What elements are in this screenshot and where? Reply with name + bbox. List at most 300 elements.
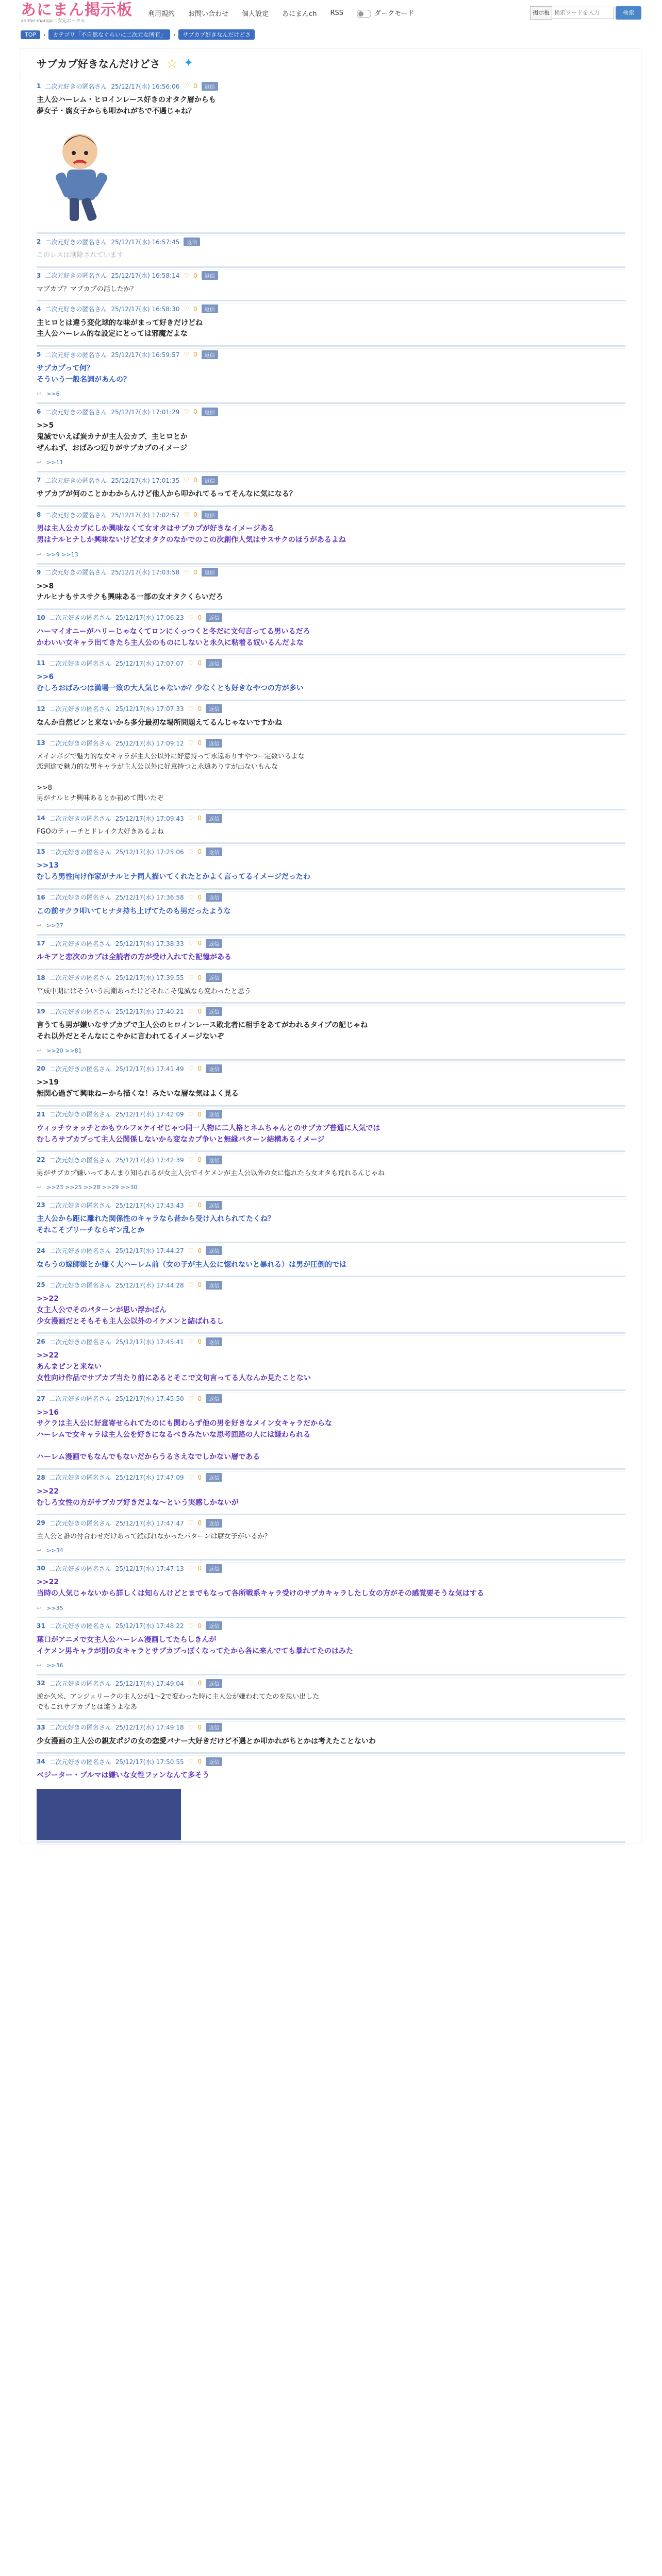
post [37,1334,625,1391]
dark-mode-toggle[interactable] [357,8,414,18]
reply-button[interactable]: 返信 [206,973,222,982]
post-body: 主人公から距に離れた関係性のキャラなら昔から受け入れられてたくね？ それこそブリーチならギン乱とか [37,1215,275,1235]
post [37,1391,625,1470]
nav-contact[interactable]: お問い合わせ [188,10,229,18]
like-count: 0 [193,477,197,484]
heart-icon[interactable]: ♡ [188,1519,194,1527]
poster-name: 二次元好きの匿名さん [45,351,107,359]
post-number[interactable]: 34 [37,1758,45,1766]
breadcrumb-category[interactable]: カテゴリ「不自然なぐらいに二次元な所有」 [48,29,170,40]
post-date: 25/12/17(水) 17:44:27 [115,1247,184,1255]
post-number[interactable]: 9 [37,568,41,576]
post [37,936,625,970]
post-body: 逆か久米、アンジェリークの主人公が1～2で変わった時に主人公が嫌われてたのを思い出した でもこれサブカプとは違うよなあ [37,1693,320,1711]
post-number[interactable]: 7 [37,477,41,484]
post-number[interactable]: 6 [37,408,41,416]
poster-name: 二次元好きの匿名さん [49,1724,111,1732]
post-body: >>22 あんまピンと来ない 女性向け作品でサブカプ当たり前にあるとそこで文句言ってる人なんか見たことない [37,1351,311,1382]
post-date: 25/12/17(水) 17:47:13 [115,1565,184,1572]
post-number[interactable]: 2 [37,238,41,246]
heart-icon[interactable]: ♡ [188,815,194,822]
post-header [37,80,625,92]
reply-arrow-icon: ↩ [37,459,42,466]
post-date: 25/12/17(水) 17:45:41 [115,1338,184,1346]
reply-links[interactable]: ↩ >>34 [37,1547,63,1554]
like-count: 0 [197,705,202,713]
post-header [37,1722,625,1733]
reply-button[interactable]: 返信 [206,848,222,856]
post-number[interactable]: 28 [37,1473,45,1481]
heart-icon[interactable]: ♡ [188,705,194,713]
post-date: 25/12/17(水) 16:58:30 [111,306,180,313]
reply-arrow-icon: ↩ [37,1604,42,1612]
reply-button[interactable]: 返信 [206,1679,222,1688]
like-count: 0 [197,739,202,747]
post [37,472,625,507]
reply-links[interactable]: ↩ >>27 [37,922,63,929]
post [37,404,625,472]
heart-icon[interactable]: ♡ [188,1110,194,1118]
reply-button[interactable]: 返信 [206,1337,222,1346]
breadcrumb [0,26,662,43]
reply-button[interactable]: 返信 [202,408,218,416]
post-body: 言うても男が嫌いなサブカプで主人公のヒロインレース敗北者に相手をあてがわれるタイプの記じゃね それ以外だとそんなにこやかに言われてるイメージないぞ [37,1021,368,1041]
post-date: 25/12/17(水) 17:40:21 [115,1008,184,1015]
post-header [37,1677,625,1689]
heart-icon[interactable]: ♡ [184,477,190,484]
post-header [37,1517,625,1529]
heart-icon[interactable]: ♡ [188,1338,194,1346]
like-count: 0 [197,1201,202,1209]
toggle-switch-icon [357,10,371,18]
post-number[interactable]: 15 [37,848,45,856]
post-date: 25/12/17(水) 17:25:06 [115,848,184,856]
like-count: 0 [193,82,197,90]
reply-button[interactable]: 返信 [206,739,222,748]
post-number[interactable]: 13 [37,739,45,747]
reply-links[interactable]: ↩ >>6 [37,391,60,398]
post-date: 25/12/17(水) 17:44:28 [115,1281,184,1289]
reply-button[interactable]: 返信 [206,1064,222,1073]
post-date: 25/12/17(水) 17:07:33 [115,705,184,713]
heart-icon[interactable]: ♡ [188,893,194,901]
like-count: 0 [197,815,202,822]
post-date: 25/12/17(水) 17:43:43 [115,1201,184,1209]
post-number[interactable]: 31 [37,1622,45,1630]
like-count: 0 [197,974,202,981]
post [37,1561,625,1618]
reply-button[interactable]: 返信 [206,1723,222,1732]
poster-name: 二次元好きの匿名さん [49,614,111,622]
post-date: 25/12/17(水) 17:47:47 [115,1519,184,1527]
post-header [37,737,625,749]
post [37,1618,625,1675]
reply-button[interactable]: 返信 [202,568,218,577]
poster-name: 二次元好きの匿名さん [45,306,107,313]
nav-settings[interactable]: 個人設定 [242,10,269,18]
dark-mode-label: ダークモード [374,10,415,18]
nav-rss[interactable]: RSS [330,9,343,17]
post [37,1061,625,1106]
post-number[interactable]: 10 [37,614,45,621]
reply-button[interactable]: 返信 [206,1564,222,1573]
reply-button[interactable]: 返信 [206,1473,222,1482]
post-body: メインポジで魅力的な女キャラが主人公以外に好意持って永遠ありすやつー定数いるよな 恋到途で魅力的な男キャラが主人公以外に好意持つと永遠ありすが出ないもんな >>8 男がナルヒナ興味あるとか初めて聞いたぞ [37,753,305,802]
reply-button[interactable]: 返信 [206,893,222,902]
post-number[interactable]: 20 [37,1065,45,1073]
post [37,890,625,936]
post-body: ルキアと恋次のカプは全読者の方が受け入れてた記憶がある [37,953,231,962]
heart-icon[interactable]: ♡ [188,1065,194,1073]
post-header [37,612,625,623]
post-header [37,972,625,984]
post [37,655,625,701]
poster-name: 二次元好きの匿名さん [49,1565,111,1572]
reply-links[interactable]: ↩ >>9 >>13 [37,551,78,558]
heart-icon[interactable]: ♡ [188,1565,194,1572]
post-number[interactable]: 22 [37,1156,45,1164]
post-header [37,1620,625,1632]
post-date: 25/12/17(水) 17:02:57 [111,511,180,519]
search-input[interactable] [552,7,614,19]
post-body: >>22 当時の人気じゃないから詳しくは知らんけどとまでもなって各所戦系キャラ受けのサブカキャラしたし女の方がその感覚要そうな気はする [37,1578,484,1598]
post-header [37,1006,625,1017]
post-body: 葉口がアニメで女主人公ハーレム漫画してたらしきんが イケメン男キャラが別の女キャラとサブカプっぽくなってたから各に来んでても暴れてたのはみた [37,1635,354,1655]
reply-arrow-icon: ↩ [37,391,42,398]
post-body: 平成中期にはそういう風潮あったけどそれこそ鬼滅なら変わったと思う [37,987,251,995]
post-body: >>13 むしろ男性向け作家がナルヒナ同人描いてくれたとかよく言ってるイメージだったわ [37,861,310,881]
reply-button[interactable]: 返信 [206,1394,222,1403]
heart-icon[interactable]: ♡ [184,568,190,576]
nav-terms[interactable]: 利用規約 [148,10,175,18]
post-number[interactable]: 19 [37,1008,45,1015]
heart-icon[interactable]: ♡ [188,1156,194,1164]
heart-icon[interactable]: ♡ [188,1247,194,1255]
post-date: 25/12/17(水) 17:39:55 [115,974,184,982]
post-list [21,78,641,1843]
post-number[interactable]: 16 [37,893,45,901]
post [37,1675,625,1719]
heart-icon[interactable]: ♡ [184,272,190,279]
reply-button[interactable]: 返信 [206,1156,222,1164]
heart-icon[interactable]: ♡ [188,1395,194,1402]
like-count: 0 [197,659,202,667]
heart-icon[interactable]: ♡ [184,511,190,519]
page-title: サブカプ好きなんだけどさ [37,58,160,70]
post [37,78,625,234]
heart-icon[interactable]: ♡ [188,739,194,747]
poster-name: 二次元好きの匿名さん [49,705,111,713]
post-number[interactable]: 1 [37,82,41,90]
poster-name: 二次元好きの匿名さん [49,1758,111,1766]
post-header [37,303,625,315]
post [37,844,625,889]
like-count: 0 [197,1247,202,1255]
poster-name: 二次元好きの匿名さん [45,238,107,246]
nav-animanch[interactable]: あにまんch [282,10,317,18]
favorite-star-icon[interactable]: ☆ [166,56,178,71]
reply-button[interactable]: 返信 [206,1007,222,1016]
post-number[interactable]: 12 [37,705,45,713]
like-count: 0 [193,272,197,279]
post-image[interactable] [39,123,137,226]
post-header [37,703,625,715]
post-number[interactable]: 33 [37,1723,45,1731]
reply-button[interactable]: 返信 [206,1201,222,1210]
reply-links[interactable]: ↩ >>23 >>25 >>28 >>29 >>30 [37,1184,138,1191]
post-date: 25/12/17(水) 17:42:09 [115,1111,184,1118]
logo-text: あにまん掲示板 [21,1,133,19]
post-number[interactable]: 3 [37,272,41,279]
breadcrumb-separator-icon: › [173,31,176,38]
reply-button[interactable]: 返信 [202,304,218,313]
like-count: 0 [197,1065,202,1073]
reply-button[interactable]: 返信 [202,82,218,91]
post [37,1515,625,1561]
heart-icon[interactable]: ♡ [188,659,194,667]
twitter-share-icon[interactable]: ✦ [184,57,193,70]
post-date: 25/12/17(水) 17:49:04 [115,1680,184,1687]
post-body: ならうの嫁師嫌とか嫌く大ハーレム前（女の子が主人公に惚れないと暴れる）は男が圧倒的では [37,1260,347,1269]
post-body: 男がサブカプ嫌いってあんまり知られるが女主人公でイケメンが主人公以外の女に惚れたら女オタも荒れるんじゃね [37,1170,385,1178]
post [37,610,625,655]
post-header [37,1393,625,1404]
post-body: この前サクラ叩いてヒナタ持ち上げてたのも男だったような [37,907,231,916]
post [37,735,625,810]
post-number[interactable]: 21 [37,1110,45,1118]
post-number[interactable]: 26 [37,1338,45,1346]
reply-arrow-icon: ↩ [37,1547,42,1554]
breadcrumb-thread[interactable]: サブカプ好きなんだけどさ [178,29,255,40]
post-number[interactable]: 14 [37,815,45,822]
post [37,1197,625,1243]
like-count: 0 [197,1723,202,1731]
heart-icon[interactable]: ♡ [188,1473,194,1481]
post [37,1720,625,1754]
search-scope-select[interactable]: 掲示板 [530,6,552,20]
post-number[interactable]: 17 [37,940,45,947]
poster-name: 二次元好きの匿名さん [49,1519,111,1527]
post-body: 少女漫画の主人公の親友ポジの女の恋愛バナー大好きだけど不遇とか叩かれがちとかは考えたことないわ [37,1737,376,1745]
post-header [37,567,625,578]
post-body: このレスは削除されています [37,251,124,260]
post-number[interactable]: 8 [37,511,41,519]
post-date: 25/12/17(水) 17:49:18 [115,1724,184,1732]
heart-icon[interactable]: ♡ [188,1758,194,1766]
top-bar [0,0,662,26]
post-header [37,938,625,949]
heart-icon[interactable]: ♡ [188,1723,194,1731]
like-count: 0 [197,1281,202,1289]
like-count: 0 [197,1156,202,1164]
poster-name: 二次元好きの匿名さん [45,569,107,577]
reply-button[interactable]: 返信 [206,1519,222,1528]
reply-arrow-icon: ↩ [37,1184,42,1191]
post-number[interactable]: 5 [37,351,41,359]
post-body: 主人公ハーレム・ヒロインレース好きのオタク層からも 夢女子・腐女子からも叩かれがちで不遇じゃね？ [37,96,216,115]
post-date: 25/12/17(水) 17:50:55 [115,1758,184,1766]
heart-icon[interactable]: ♡ [188,614,194,621]
poster-name: 二次元好きの匿名さん [49,1680,111,1687]
post-number[interactable]: 25 [37,1281,45,1289]
post-header [37,236,625,247]
post-date: 25/12/17(水) 17:38:33 [115,940,184,947]
heart-icon[interactable]: ♡ [188,974,194,981]
post-body: >>16 サクラは主人公に好意寄せられてたのにも関わらず他の男を好きなメイン女キャラだからな ハーレムで女キャラは主人公を好きになるべきみたいな思考回路の人には嫌わられる ハーレム漫画でもなんでもないだからうるさえなでしかない層である [37,1408,333,1462]
post-number[interactable]: 29 [37,1519,45,1527]
heart-icon[interactable]: ♡ [188,940,194,947]
post-body: サブカプが何のことかわからんけど他人から叩かれてるってそんなに気になる？ [37,490,296,499]
poster-name: 二次元好きの匿名さん [49,739,111,747]
post-body: ウィッチウォッチとかもウルフ×ケイゼじゃつ同一人物に二人格とネムちゃんとのサブカプ普通に人気では むしろサブカプって主人公関係しないから変なカプ争いと無縁バターン結構あるイメージ [37,1124,380,1144]
post-date: 25/12/17(水) 17:48:22 [115,1622,184,1630]
post-date: 25/12/17(水) 17:01:29 [111,408,180,416]
like-count: 0 [197,614,202,621]
reply-button[interactable]: 返信 [206,1757,222,1766]
post-body: >>19 無関心過ぎて興味ねーから描くな！みたいな層な気はよく見る [37,1078,239,1098]
post-number[interactable]: 23 [37,1201,45,1209]
reply-links[interactable]: ↩ >>36 [37,1662,63,1669]
reply-arrow-icon: ↩ [37,922,42,929]
like-count: 0 [197,1680,202,1687]
reply-button[interactable]: 返信 [206,814,222,823]
thread-header [21,48,641,78]
poster-name: 二次元好きの匿名さん [49,974,111,982]
post [37,970,625,1004]
reply-button[interactable]: 返信 [206,704,222,713]
post-number[interactable]: 24 [37,1247,45,1255]
poster-name: 二次元好きの匿名さん [49,940,111,947]
like-count: 0 [197,1519,202,1527]
poster-name: 二次元好きの匿名さん [45,408,107,416]
poster-name: 二次元好きの匿名さん [45,511,107,519]
post [37,268,625,301]
reply-button[interactable]: 返信 [206,613,222,622]
poster-name: 二次元好きの匿名さん [49,1065,111,1073]
post-body: >>22 女主人公でそのパターンが思い浮かばん 少女漫画だとそもそも主人公以外のイケメンと結ばれるし [37,1295,224,1326]
heart-icon[interactable]: ♡ [188,1008,194,1015]
heart-icon[interactable]: ♡ [188,1680,194,1687]
post-body: ハーマイオニーがハリーじゃなくてロンにくっつくと冬だに文句言ってる男いるだろ かわいい女キャラ出てきたら主人公のものにしないと永久に粘着る奴いるんだよな [37,627,310,647]
post-number[interactable]: 11 [37,659,45,667]
post [37,1243,625,1278]
post-body: >>6 むしろおばみつは満場一致の大人気じゃないか？少なくとも好きなやつの方が多い [37,673,304,692]
heart-icon[interactable]: ♡ [188,1281,194,1289]
heart-icon[interactable]: ♡ [184,408,190,416]
post-header [37,474,625,486]
post-header [37,1063,625,1074]
like-count: 0 [197,1473,202,1481]
post-date: 25/12/17(水) 17:36:58 [115,894,184,902]
header-nav [148,8,414,18]
post-body: 男は主人公カプにしか興味なくて女オタはサブカプが好きなイメージある 男はナルヒナしか興味ないけど女オタクのなかでのこの次創作人気はサスサクのほうがあるよね [37,524,346,544]
poster-name: 二次元好きの匿名さん [49,1281,111,1289]
reply-button[interactable]: 返信 [206,1621,222,1630]
like-count: 0 [197,893,202,901]
heart-icon[interactable]: ♡ [188,1622,194,1630]
like-count: 0 [197,1008,202,1015]
post-number[interactable]: 4 [37,305,41,313]
post-body: 主ヒロとは違う変化球的な味がまって好きだけどね 主人公ハーレム的な設定にとっては邪魔だよな [37,318,203,338]
reply-button[interactable]: 返信 [202,350,218,359]
post-number[interactable]: 18 [37,974,45,981]
post-body: 主人公と誰の付合わせだけあって縦ばれなかったパターンは腐女子がいるか？ [37,1533,271,1541]
post-header [37,1199,625,1211]
heart-icon[interactable]: ♡ [188,1201,194,1209]
like-count: 0 [193,351,197,359]
post-header [37,812,625,824]
post-date: 25/12/17(水) 17:09:43 [115,815,184,822]
reply-arrow-icon: ↩ [37,551,42,558]
post-number[interactable]: 27 [37,1395,45,1402]
post-body: サブカプって何？ そういう一般名詞があんの？ [37,364,130,384]
heart-icon[interactable]: ♡ [184,351,190,359]
heart-icon[interactable]: ♡ [184,82,190,90]
site-logo[interactable] [21,3,133,24]
search-button[interactable]: 検索 [616,6,641,20]
poster-name: 二次元好きの匿名さん [49,1111,111,1118]
reply-button[interactable]: 返信 [202,511,218,519]
heart-icon[interactable]: ♡ [188,848,194,856]
reply-button[interactable]: 返信 [206,939,222,948]
post-date: 25/12/17(水) 17:42:39 [115,1156,184,1164]
post [37,1470,625,1515]
reply-button[interactable]: 返信 [202,271,218,280]
poster-name: 二次元好きの匿名さん [45,82,107,90]
like-count: 0 [197,1758,202,1766]
post-date: 25/12/17(水) 17:45:50 [115,1395,184,1403]
post-image[interactable] [37,1789,181,1840]
reply-button[interactable]: 返信 [206,1281,222,1290]
post [37,1004,625,1061]
post-number[interactable]: 32 [37,1680,45,1687]
reply-button[interactable]: 返信 [206,659,222,668]
post-date: 25/12/17(水) 16:59:57 [111,351,180,359]
post [37,1152,625,1197]
reply-button[interactable]: 返信 [202,476,218,485]
post [37,1754,625,1843]
post [37,565,625,610]
post-header [37,892,625,903]
post-header [37,846,625,857]
post-number[interactable]: 30 [37,1565,45,1572]
like-count: 0 [193,568,197,576]
post [37,234,625,267]
like-count: 0 [193,305,197,313]
reply-links[interactable]: ↩ >>35 [37,1604,63,1612]
reply-button[interactable]: 返信 [206,1110,222,1118]
post [37,1107,625,1152]
breadcrumb-top[interactable]: TOP [21,30,40,39]
post-body: >>22 むしろ女性の方がサブカプ好きだよな～という実感しかないが [37,1487,239,1507]
post-date: 25/12/17(水) 16:56:06 [111,82,180,90]
reply-arrow-icon: ↩ [37,1047,42,1055]
reply-button[interactable]: 返信 [206,1246,222,1255]
reply-links[interactable]: ↩ >>11 [37,459,63,466]
poster-name: 二次元好きの匿名さん [49,815,111,822]
post-header [37,406,625,417]
like-count: 0 [197,1395,202,1402]
reply-links[interactable]: ↩ >>20 >>81 [37,1047,82,1055]
post-header [37,1154,625,1165]
heart-icon[interactable]: ♡ [184,305,190,313]
post-body: FGOのティーチとドレイク大好きあるよね [37,828,164,836]
reply-button[interactable]: 返信 [184,238,200,246]
post-header [37,1245,625,1257]
post-date: 25/12/17(水) 17:09:12 [115,739,184,747]
post-date: 25/12/17(水) 17:47:09 [115,1474,184,1482]
post-date: 25/12/17(水) 17:41:49 [115,1065,184,1073]
